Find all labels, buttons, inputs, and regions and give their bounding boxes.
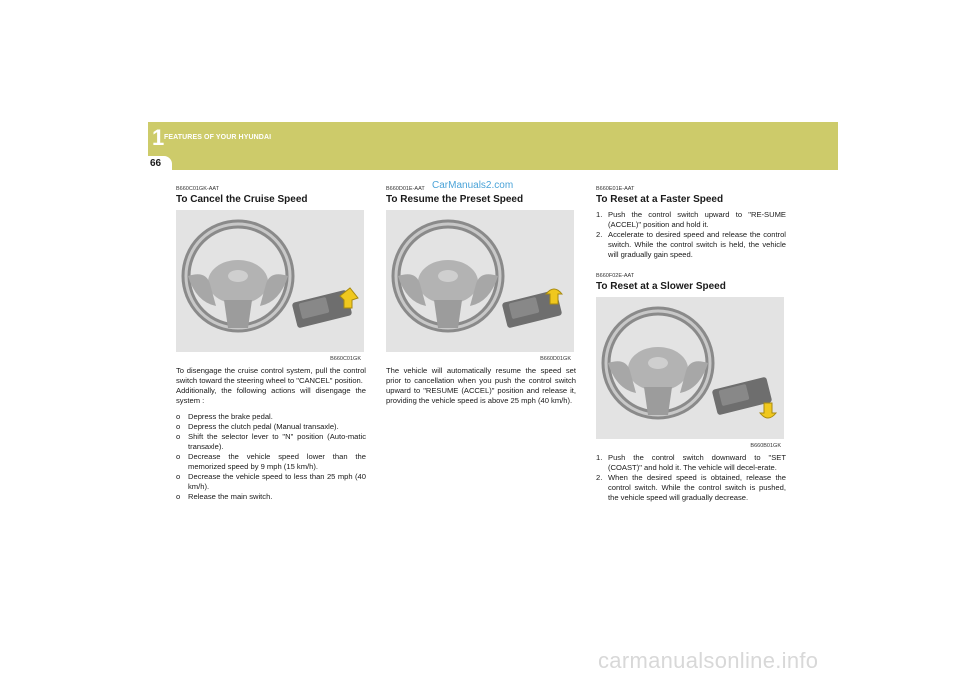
section-title: To Cancel the Cruise Speed (176, 194, 308, 205)
list-item: o Shift the selector lever to "N" position (Auto-matic transaxle). (176, 432, 366, 451)
chapter-header-band (148, 122, 838, 170)
figure-label: B660D01GK (540, 356, 571, 362)
steering-wheel-illustration (386, 210, 574, 352)
chapter-number: 1 (152, 125, 165, 150)
footer-watermark[interactable]: carmanualsonline.info (598, 648, 819, 673)
list-item: o Depress the brake pedal. (176, 412, 273, 421)
section-code: B660E01E-AAT (596, 186, 635, 192)
faster-steps-list (596, 210, 786, 260)
section-reset-speed (596, 185, 786, 503)
section-title: To Reset at a Faster Speed (596, 194, 724, 205)
cancel-additional: Additionally, the following actions will disengage the system : (176, 386, 366, 405)
section-code: B660C01GK-AAT (176, 186, 220, 192)
list-item: 1. Push the control switch downward to "SET (COAST)" and hold it. The vehicle will decel-erate. (596, 453, 786, 472)
page-number: 66 (150, 158, 162, 169)
section-title: To Reset at a Slower Speed (596, 281, 726, 292)
site-watermark[interactable]: CarManuals2.com (432, 180, 514, 191)
list-item: o Depress the clutch pedal (Manual transaxle). (176, 422, 339, 431)
section-title: To Resume the Preset Speed (386, 194, 524, 205)
steering-wheel-figure (596, 297, 784, 449)
steering-wheel-illustration (596, 297, 784, 439)
figure-label: B660C01GK (330, 356, 361, 362)
section-code: B660D01E-AAT (386, 186, 425, 192)
figure-label: B660B01GK (750, 443, 781, 449)
slower-steps-list (596, 453, 786, 503)
section-code: B660F02E-AAT (596, 273, 635, 279)
resume-body: The vehicle will automatically resume the speed set prior to cancellation when you push the control switch upward to "RESUME (ACCEL)" position and release it, providing the vehicle speed is above 25 mph (40 km/h). (386, 366, 576, 405)
list-item: o Decrease the vehicle speed to less than 25 mph (40 km/h). (176, 472, 366, 491)
list-item: o Decrease the vehicle speed lower than the memorized speed by 9 mph (15 km/h). (176, 452, 366, 471)
list-item: 2. Accelerate to desired speed and release the control switch. While the control switch is held, the vehicle will gradually gain speed. (596, 230, 786, 259)
cancel-intro: To disengage the cruise control system, pull the control switch toward the steering wheel to "CANCEL" position. (176, 366, 366, 385)
steering-wheel-figure (176, 210, 364, 362)
chapter-title: FEATURES OF YOUR HYUNDAI (164, 134, 272, 141)
steering-wheel-figure (386, 210, 574, 362)
section-resume-speed (386, 185, 576, 406)
list-item: o Release the main switch. (176, 492, 273, 501)
list-item: 1. Push the control switch upward to "RE-SUME (ACCEL)" position and hold it. (596, 210, 786, 229)
steering-wheel-illustration (176, 210, 364, 352)
list-item: 2. When the desired speed is obtained, release the control switch. While the control switch is pushed, the vehicle speed will gradually decrease. (596, 473, 786, 502)
cancel-conditions-list (176, 412, 366, 502)
section-cancel-cruise (176, 185, 366, 502)
